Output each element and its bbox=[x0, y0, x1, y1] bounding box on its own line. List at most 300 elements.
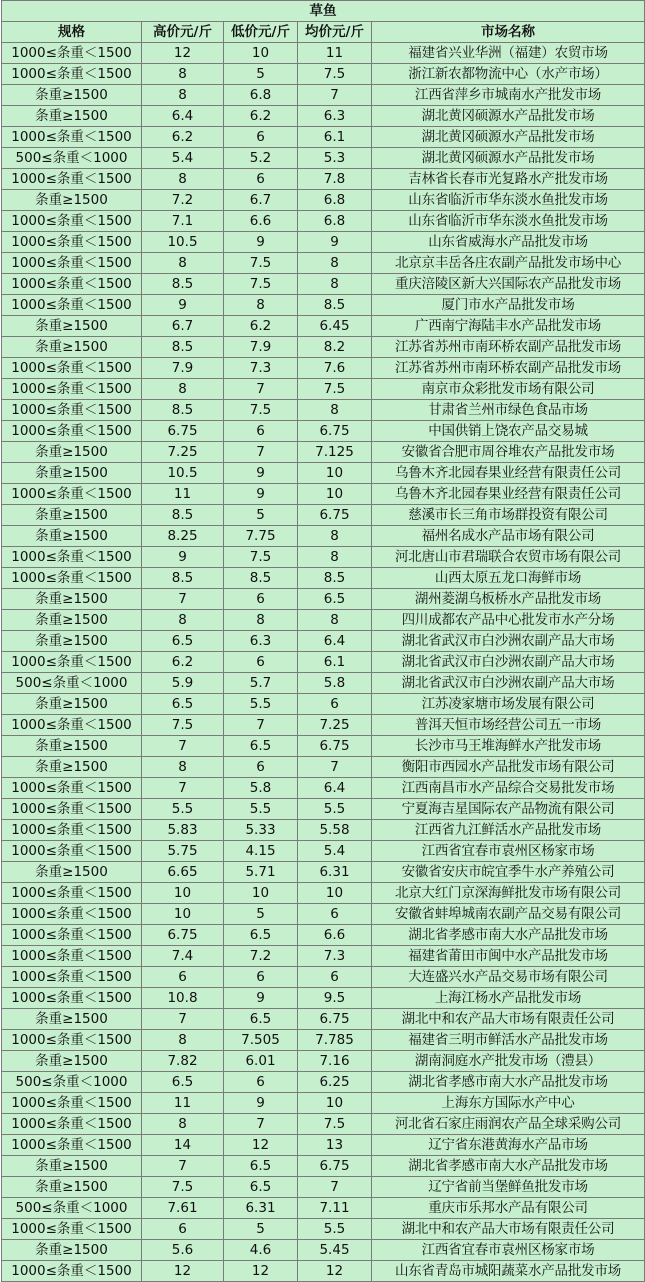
table-row bbox=[2, 442, 645, 463]
table-row bbox=[2, 64, 645, 85]
high-price-cell: 8 bbox=[142, 610, 224, 631]
high-price-cell: 6.4 bbox=[142, 106, 224, 127]
header-low-price: 低价元/斤 bbox=[224, 22, 298, 43]
table-row bbox=[2, 85, 645, 106]
avg-price-cell: 10 bbox=[298, 484, 372, 505]
spec-cell: 500≤条重＜1000 bbox=[2, 1198, 142, 1219]
low-price-cell: 12 bbox=[224, 1261, 298, 1282]
spec-cell: 条重≥1500 bbox=[2, 190, 142, 211]
avg-price-cell: 6.8 bbox=[298, 211, 372, 232]
low-price-cell: 8 bbox=[224, 610, 298, 631]
table-row bbox=[2, 547, 645, 568]
low-price-cell: 9 bbox=[224, 484, 298, 505]
market-name-cell: 山东省威海水产品批发市场 bbox=[372, 232, 645, 253]
market-name-cell: 中国供销上饶农产品交易城 bbox=[372, 421, 645, 442]
spec-cell: 1000≤条重＜1500 bbox=[2, 967, 142, 988]
market-name-cell: 江西省萍乡市城南水产批发市场 bbox=[372, 85, 645, 106]
avg-price-cell: 10 bbox=[298, 463, 372, 484]
avg-price-cell: 8 bbox=[298, 400, 372, 421]
table-row bbox=[2, 232, 645, 253]
market-name-cell: 长沙市马王堆海鲜水产批发市场 bbox=[372, 736, 645, 757]
avg-price-cell: 12 bbox=[298, 1261, 372, 1282]
market-name-cell: 北京大红门京深海鲜批发市场有限公司 bbox=[372, 883, 645, 904]
table-row bbox=[2, 43, 645, 64]
table-row bbox=[2, 1240, 645, 1261]
spec-cell: 1000≤条重＜1500 bbox=[2, 43, 142, 64]
avg-price-cell: 6.1 bbox=[298, 127, 372, 148]
table-row bbox=[2, 253, 645, 274]
table-row bbox=[2, 988, 645, 1009]
high-price-cell: 6.75 bbox=[142, 925, 224, 946]
low-price-cell: 5 bbox=[224, 505, 298, 526]
market-name-cell: 安徽省合肥市周谷堆农产品批发市场 bbox=[372, 442, 645, 463]
market-name-cell: 重庆市乐邦水产品有限公司 bbox=[372, 1198, 645, 1219]
high-price-cell: 8 bbox=[142, 253, 224, 274]
high-price-cell: 5.4 bbox=[142, 148, 224, 169]
market-name-cell: 江西省宜春市袁州区杨家市场 bbox=[372, 1240, 645, 1261]
table-row bbox=[2, 946, 645, 967]
spec-cell: 条重≥1500 bbox=[2, 106, 142, 127]
header-high-price: 高价元/斤 bbox=[142, 22, 224, 43]
low-price-cell: 6.2 bbox=[224, 316, 298, 337]
low-price-cell: 5.33 bbox=[224, 820, 298, 841]
low-price-cell: 5 bbox=[224, 1219, 298, 1240]
low-price-cell: 6.5 bbox=[224, 1009, 298, 1030]
low-price-cell: 6.5 bbox=[224, 1156, 298, 1177]
table-row bbox=[2, 463, 645, 484]
table-row bbox=[2, 358, 645, 379]
market-name-cell: 上海江杨水产品批发市场 bbox=[372, 988, 645, 1009]
market-name-cell: 湖北黄冈硕源水产品批发市场 bbox=[372, 106, 645, 127]
low-price-cell: 9 bbox=[224, 463, 298, 484]
table-row bbox=[2, 1051, 645, 1072]
high-price-cell: 7.25 bbox=[142, 442, 224, 463]
table-row bbox=[2, 337, 645, 358]
table-row bbox=[2, 778, 645, 799]
table-row bbox=[2, 1198, 645, 1219]
avg-price-cell: 6.75 bbox=[298, 421, 372, 442]
spec-cell: 条重≥1500 bbox=[2, 1240, 142, 1261]
spec-cell: 1000≤条重＜1500 bbox=[2, 211, 142, 232]
market-name-cell: 山东省青岛市城阳蔬菜水产品批发市场 bbox=[372, 1261, 645, 1282]
spec-cell: 条重≥1500 bbox=[2, 85, 142, 106]
spec-cell: 1000≤条重＜1500 bbox=[2, 484, 142, 505]
spec-cell: 1000≤条重＜1500 bbox=[2, 400, 142, 421]
high-price-cell: 10.8 bbox=[142, 988, 224, 1009]
low-price-cell: 12 bbox=[224, 1135, 298, 1156]
spec-cell: 500≤条重＜1000 bbox=[2, 673, 142, 694]
avg-price-cell: 7.6 bbox=[298, 358, 372, 379]
avg-price-cell: 8.2 bbox=[298, 337, 372, 358]
high-price-cell: 6.5 bbox=[142, 1072, 224, 1093]
low-price-cell: 6 bbox=[224, 127, 298, 148]
spec-cell: 条重≥1500 bbox=[2, 610, 142, 631]
table-row bbox=[2, 484, 645, 505]
spec-cell: 1000≤条重＜1500 bbox=[2, 295, 142, 316]
low-price-cell: 6 bbox=[224, 169, 298, 190]
avg-price-cell: 11 bbox=[298, 43, 372, 64]
avg-price-cell: 7.11 bbox=[298, 1198, 372, 1219]
low-price-cell: 7.5 bbox=[224, 547, 298, 568]
market-name-cell: 江苏省苏州市南环桥农副产品批发市场 bbox=[372, 337, 645, 358]
spec-cell: 1000≤条重＜1500 bbox=[2, 64, 142, 85]
avg-price-cell: 5.4 bbox=[298, 841, 372, 862]
table-row bbox=[2, 820, 645, 841]
header-avg-price: 均价元/斤 bbox=[298, 22, 372, 43]
low-price-cell: 8 bbox=[224, 295, 298, 316]
header-row bbox=[2, 22, 645, 43]
high-price-cell: 5.83 bbox=[142, 820, 224, 841]
high-price-cell: 8.5 bbox=[142, 568, 224, 589]
avg-price-cell: 6.8 bbox=[298, 190, 372, 211]
spec-cell: 条重≥1500 bbox=[2, 316, 142, 337]
spec-cell: 1000≤条重＜1500 bbox=[2, 1093, 142, 1114]
market-name-cell: 福建省三明市鲜活水产品批发市场 bbox=[372, 1030, 645, 1051]
spec-cell: 1000≤条重＜1500 bbox=[2, 568, 142, 589]
market-name-cell: 山东省临沂市华东淡水鱼批发市场 bbox=[372, 190, 645, 211]
avg-price-cell: 8 bbox=[298, 253, 372, 274]
market-name-cell: 湖北省武汉市白沙洲农副产品大市场 bbox=[372, 673, 645, 694]
table-row bbox=[2, 211, 645, 232]
market-name-cell: 厦门市水产品批发市场 bbox=[372, 295, 645, 316]
avg-price-cell: 6.4 bbox=[298, 631, 372, 652]
high-price-cell: 7.1 bbox=[142, 211, 224, 232]
market-name-cell: 湖北黄冈硕源水产品批发市场 bbox=[372, 148, 645, 169]
avg-price-cell: 6.75 bbox=[298, 1009, 372, 1030]
market-name-cell: 安徽省安庆市皖宜季牛水产养殖公司 bbox=[372, 862, 645, 883]
high-price-cell: 5.75 bbox=[142, 841, 224, 862]
high-price-cell: 8 bbox=[142, 757, 224, 778]
low-price-cell: 6.5 bbox=[224, 925, 298, 946]
avg-price-cell: 8 bbox=[298, 274, 372, 295]
table-row bbox=[2, 379, 645, 400]
avg-price-cell: 7.16 bbox=[298, 1051, 372, 1072]
header-market-name: 市场名称 bbox=[372, 22, 645, 43]
table-row bbox=[2, 673, 645, 694]
avg-price-cell: 7.25 bbox=[298, 715, 372, 736]
market-name-cell: 江西省九江鲜活水产品批发市场 bbox=[372, 820, 645, 841]
high-price-cell: 9 bbox=[142, 295, 224, 316]
table-row bbox=[2, 169, 645, 190]
table-row bbox=[2, 1219, 645, 1240]
high-price-cell: 12 bbox=[142, 43, 224, 64]
table-row bbox=[2, 1030, 645, 1051]
spec-cell: 500≤条重＜1000 bbox=[2, 148, 142, 169]
market-name-cell: 乌鲁木齐北园春果业经营有限责任公司 bbox=[372, 484, 645, 505]
avg-price-cell: 7.5 bbox=[298, 64, 372, 85]
high-price-cell: 8 bbox=[142, 1114, 224, 1135]
spec-cell: 1000≤条重＜1500 bbox=[2, 127, 142, 148]
avg-price-cell: 6.25 bbox=[298, 1072, 372, 1093]
spec-cell: 1000≤条重＜1500 bbox=[2, 778, 142, 799]
table-row bbox=[2, 652, 645, 673]
avg-price-cell: 5.5 bbox=[298, 799, 372, 820]
market-name-cell: 辽宁省东港黄海水产品市场 bbox=[372, 1135, 645, 1156]
avg-price-cell: 7.8 bbox=[298, 169, 372, 190]
avg-price-cell: 6.5 bbox=[298, 589, 372, 610]
high-price-cell: 8 bbox=[142, 379, 224, 400]
high-price-cell: 10.5 bbox=[142, 232, 224, 253]
low-price-cell: 8.5 bbox=[224, 568, 298, 589]
table-row bbox=[2, 589, 645, 610]
spec-cell: 条重≥1500 bbox=[2, 1177, 142, 1198]
table-row bbox=[2, 799, 645, 820]
low-price-cell: 9 bbox=[224, 988, 298, 1009]
avg-price-cell: 6 bbox=[298, 904, 372, 925]
avg-price-cell: 7.5 bbox=[298, 1114, 372, 1135]
low-price-cell: 5 bbox=[224, 904, 298, 925]
market-name-cell: 湖北省武汉市白沙洲农副产品大市场 bbox=[372, 631, 645, 652]
high-price-cell: 11 bbox=[142, 1093, 224, 1114]
market-name-cell: 湖南洞庭水产批发市场（澧县） bbox=[372, 1051, 645, 1072]
high-price-cell: 8.5 bbox=[142, 274, 224, 295]
market-name-cell: 宁夏海吉星国际农产品物流有限公司 bbox=[372, 799, 645, 820]
table-row bbox=[2, 148, 645, 169]
high-price-cell: 7 bbox=[142, 589, 224, 610]
high-price-cell: 8 bbox=[142, 64, 224, 85]
avg-price-cell: 7.3 bbox=[298, 946, 372, 967]
high-price-cell: 6.2 bbox=[142, 652, 224, 673]
avg-price-cell: 7.5 bbox=[298, 379, 372, 400]
avg-price-cell: 5.3 bbox=[298, 148, 372, 169]
high-price-cell: 7 bbox=[142, 1156, 224, 1177]
avg-price-cell: 5.58 bbox=[298, 820, 372, 841]
spec-cell: 条重≥1500 bbox=[2, 631, 142, 652]
high-price-cell: 6.65 bbox=[142, 862, 224, 883]
table-row bbox=[2, 1072, 645, 1093]
spec-cell: 条重≥1500 bbox=[2, 862, 142, 883]
spec-cell: 1000≤条重＜1500 bbox=[2, 841, 142, 862]
avg-price-cell: 5.45 bbox=[298, 1240, 372, 1261]
spec-cell: 1000≤条重＜1500 bbox=[2, 925, 142, 946]
market-name-cell: 浙江新农都物流中心（水产市场） bbox=[372, 64, 645, 85]
spec-cell: 条重≥1500 bbox=[2, 505, 142, 526]
title-row bbox=[2, 1, 645, 22]
low-price-cell: 10 bbox=[224, 43, 298, 64]
spec-cell: 1000≤条重＜1500 bbox=[2, 799, 142, 820]
market-name-cell: 安徽省蚌埠城南农副产品交易有限公司 bbox=[372, 904, 645, 925]
high-price-cell: 6.5 bbox=[142, 694, 224, 715]
spec-cell: 1000≤条重＜1500 bbox=[2, 379, 142, 400]
market-name-cell: 河北唐山市君瑞联合农贸市场有限公司 bbox=[372, 547, 645, 568]
high-price-cell: 7 bbox=[142, 1009, 224, 1030]
market-name-cell: 福州名成水产品市场有限公司 bbox=[372, 526, 645, 547]
avg-price-cell: 6.6 bbox=[298, 925, 372, 946]
market-name-cell: 江苏凌家塘市场发展有限公司 bbox=[372, 694, 645, 715]
low-price-cell: 6.3 bbox=[224, 631, 298, 652]
avg-price-cell: 5.8 bbox=[298, 673, 372, 694]
low-price-cell: 7 bbox=[224, 379, 298, 400]
spec-cell: 1000≤条重＜1500 bbox=[2, 1114, 142, 1135]
market-name-cell: 重庆涪陵区新大兴国际农产品批发市场 bbox=[372, 274, 645, 295]
market-name-cell: 山西太原五龙口海鲜市场 bbox=[372, 568, 645, 589]
spec-cell: 1000≤条重＜1500 bbox=[2, 652, 142, 673]
table-row bbox=[2, 1114, 645, 1135]
market-name-cell: 福建省兴业华洲（福建）农贸市场 bbox=[372, 43, 645, 64]
low-price-cell: 7.5 bbox=[224, 274, 298, 295]
low-price-cell: 7.2 bbox=[224, 946, 298, 967]
high-price-cell: 7.82 bbox=[142, 1051, 224, 1072]
high-price-cell: 7 bbox=[142, 778, 224, 799]
low-price-cell: 5.8 bbox=[224, 778, 298, 799]
market-name-cell: 江苏省苏州市南环桥农副产品批发市场 bbox=[372, 358, 645, 379]
market-name-cell: 福建省莆田市闽中水产品批发市场 bbox=[372, 946, 645, 967]
spec-cell: 1000≤条重＜1500 bbox=[2, 820, 142, 841]
market-name-cell: 上海东方国际水产中心 bbox=[372, 1093, 645, 1114]
spec-cell: 1000≤条重＜1500 bbox=[2, 946, 142, 967]
table-body bbox=[2, 43, 645, 1282]
market-name-cell: 湖州菱湖乌板桥水产品批发市场 bbox=[372, 589, 645, 610]
low-price-cell: 6 bbox=[224, 967, 298, 988]
low-price-cell: 4.6 bbox=[224, 1240, 298, 1261]
spec-cell: 1000≤条重＜1500 bbox=[2, 1261, 142, 1282]
avg-price-cell: 5.5 bbox=[298, 1219, 372, 1240]
avg-price-cell: 8.5 bbox=[298, 568, 372, 589]
avg-price-cell: 6.75 bbox=[298, 736, 372, 757]
market-name-cell: 湖北省武汉市白沙洲农副产品大市场 bbox=[372, 652, 645, 673]
market-name-cell: 河北省石家庄雨润农产品全球采购公司 bbox=[372, 1114, 645, 1135]
table-row bbox=[2, 190, 645, 211]
avg-price-cell: 6.4 bbox=[298, 778, 372, 799]
market-name-cell: 湖北中和农产品大市场有限责任公司 bbox=[372, 1219, 645, 1240]
avg-price-cell: 8 bbox=[298, 547, 372, 568]
high-price-cell: 8.25 bbox=[142, 526, 224, 547]
avg-price-cell: 10 bbox=[298, 883, 372, 904]
table-row bbox=[2, 883, 645, 904]
spec-cell: 1000≤条重＜1500 bbox=[2, 232, 142, 253]
high-price-cell: 7.9 bbox=[142, 358, 224, 379]
spec-cell: 1000≤条重＜1500 bbox=[2, 1135, 142, 1156]
spec-cell: 1000≤条重＜1500 bbox=[2, 547, 142, 568]
low-price-cell: 5.7 bbox=[224, 673, 298, 694]
table-row bbox=[2, 295, 645, 316]
spec-cell: 1000≤条重＜1500 bbox=[2, 715, 142, 736]
market-name-cell: 江西南昌市水产品综合交易批发市场 bbox=[372, 778, 645, 799]
avg-price-cell: 6.31 bbox=[298, 862, 372, 883]
table-row bbox=[2, 631, 645, 652]
high-price-cell: 10 bbox=[142, 883, 224, 904]
low-price-cell: 5 bbox=[224, 64, 298, 85]
table-row bbox=[2, 694, 645, 715]
market-name-cell: 湖北黄冈硕源水产品批发市场 bbox=[372, 127, 645, 148]
high-price-cell: 7.4 bbox=[142, 946, 224, 967]
spec-cell: 1000≤条重＜1500 bbox=[2, 169, 142, 190]
high-price-cell: 6.75 bbox=[142, 421, 224, 442]
table-row bbox=[2, 715, 645, 736]
low-price-cell: 5.2 bbox=[224, 148, 298, 169]
avg-price-cell: 7.125 bbox=[298, 442, 372, 463]
spec-cell: 条重≥1500 bbox=[2, 736, 142, 757]
avg-price-cell: 9 bbox=[298, 232, 372, 253]
table-row bbox=[2, 274, 645, 295]
low-price-cell: 7.9 bbox=[224, 337, 298, 358]
high-price-cell: 8.5 bbox=[142, 505, 224, 526]
market-name-cell: 乌鲁木齐北园春果业经营有限责任公司 bbox=[372, 463, 645, 484]
low-price-cell: 7 bbox=[224, 442, 298, 463]
avg-price-cell: 8 bbox=[298, 610, 372, 631]
high-price-cell: 5.6 bbox=[142, 1240, 224, 1261]
spec-cell: 1000≤条重＜1500 bbox=[2, 274, 142, 295]
avg-price-cell: 6 bbox=[298, 967, 372, 988]
low-price-cell: 7.3 bbox=[224, 358, 298, 379]
table-row bbox=[2, 505, 645, 526]
low-price-cell: 6 bbox=[224, 421, 298, 442]
low-price-cell: 6.8 bbox=[224, 85, 298, 106]
spec-cell: 条重≥1500 bbox=[2, 757, 142, 778]
high-price-cell: 14 bbox=[142, 1135, 224, 1156]
spec-cell: 条重≥1500 bbox=[2, 1051, 142, 1072]
spec-cell: 1000≤条重＜1500 bbox=[2, 988, 142, 1009]
spec-cell: 条重≥1500 bbox=[2, 442, 142, 463]
low-price-cell: 7.5 bbox=[224, 400, 298, 421]
avg-price-cell: 8 bbox=[298, 526, 372, 547]
avg-price-cell: 6.75 bbox=[298, 505, 372, 526]
table-title: 草鱼 bbox=[2, 1, 645, 22]
low-price-cell: 5.71 bbox=[224, 862, 298, 883]
low-price-cell: 7.505 bbox=[224, 1030, 298, 1051]
low-price-cell: 7 bbox=[224, 1114, 298, 1135]
high-price-cell: 8.5 bbox=[142, 337, 224, 358]
table-row bbox=[2, 421, 645, 442]
market-name-cell: 湖北省孝感市南大水产品批发市场 bbox=[372, 1072, 645, 1093]
avg-price-cell: 7 bbox=[298, 757, 372, 778]
spec-cell: 1000≤条重＜1500 bbox=[2, 1219, 142, 1240]
avg-price-cell: 7 bbox=[298, 85, 372, 106]
table-row bbox=[2, 862, 645, 883]
high-price-cell: 7.61 bbox=[142, 1198, 224, 1219]
low-price-cell: 5.5 bbox=[224, 799, 298, 820]
high-price-cell: 8 bbox=[142, 85, 224, 106]
avg-price-cell: 13 bbox=[298, 1135, 372, 1156]
high-price-cell: 8 bbox=[142, 169, 224, 190]
spec-cell: 条重≥1500 bbox=[2, 463, 142, 484]
table-row bbox=[2, 736, 645, 757]
market-name-cell: 大连盛兴水产品交易市场有限公司 bbox=[372, 967, 645, 988]
high-price-cell: 5.9 bbox=[142, 673, 224, 694]
low-price-cell: 7.75 bbox=[224, 526, 298, 547]
high-price-cell: 9 bbox=[142, 547, 224, 568]
spec-cell: 1000≤条重＜1500 bbox=[2, 904, 142, 925]
spec-cell: 1000≤条重＜1500 bbox=[2, 358, 142, 379]
table-row bbox=[2, 1177, 645, 1198]
table-row bbox=[2, 106, 645, 127]
spec-cell: 500≤条重＜1000 bbox=[2, 1072, 142, 1093]
market-name-cell: 广西南宁海陆丰水产品批发市场 bbox=[372, 316, 645, 337]
table-row bbox=[2, 967, 645, 988]
low-price-cell: 7 bbox=[224, 715, 298, 736]
spec-cell: 条重≥1500 bbox=[2, 1009, 142, 1030]
high-price-cell: 10 bbox=[142, 904, 224, 925]
high-price-cell: 11 bbox=[142, 484, 224, 505]
market-name-cell: 山东省临沂市华东淡水鱼批发市场 bbox=[372, 211, 645, 232]
spec-cell: 条重≥1500 bbox=[2, 526, 142, 547]
spec-cell: 条重≥1500 bbox=[2, 1156, 142, 1177]
low-price-cell: 9 bbox=[224, 1093, 298, 1114]
low-price-cell: 6 bbox=[224, 652, 298, 673]
table-row bbox=[2, 127, 645, 148]
high-price-cell: 6.7 bbox=[142, 316, 224, 337]
high-price-cell: 7.5 bbox=[142, 1177, 224, 1198]
market-name-cell: 吉林省长春市光复路水产批发市场 bbox=[372, 169, 645, 190]
high-price-cell: 7.2 bbox=[142, 190, 224, 211]
avg-price-cell: 9.5 bbox=[298, 988, 372, 1009]
table-row bbox=[2, 1156, 645, 1177]
low-price-cell: 6.5 bbox=[224, 736, 298, 757]
table-row bbox=[2, 925, 645, 946]
price-table bbox=[1, 0, 645, 1282]
spec-cell: 条重≥1500 bbox=[2, 337, 142, 358]
low-price-cell: 6 bbox=[224, 757, 298, 778]
